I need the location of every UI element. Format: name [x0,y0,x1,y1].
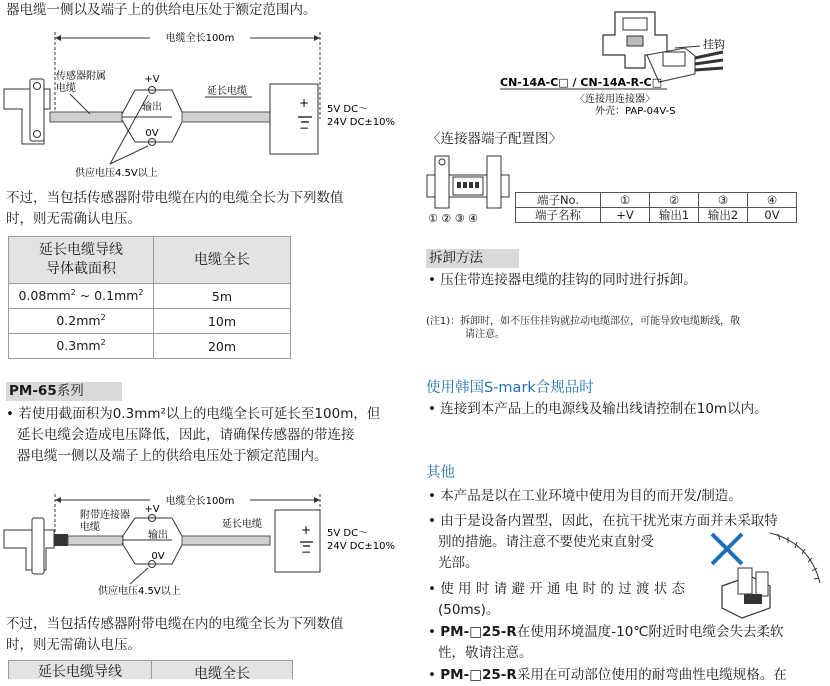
note-line1: (注1)：拆卸时，如不压住挂钩就拉动电缆部位，可能导致电缆断线，敬 [426,316,741,327]
length-label: 电缆全长100m [165,33,235,44]
svg-text:5V DC～: 5V DC～ [327,528,369,539]
connector-illustration [495,0,725,120]
removal-line: • 压住带连接器电缆的挂钩的同时进行拆卸。 [428,272,697,288]
cable-length-table [8,236,291,359]
pm65-section-bar: PM-65系列 [6,382,122,401]
table-row: 端子名称 +V 输出1 输出2 0V [516,208,797,223]
svg-text:+V: +V [144,504,160,515]
pm65-line2: 延长电缆会造成电压降低，因此，请确保传感器的带连接 [17,427,355,443]
wiring-diagram-2 [0,490,400,610]
other-bullet-3: • 使 用 时 请 避 开 通 电 时 的 过 渡 状 态 [428,581,686,597]
table-row: $0.3mm^2$ 20m [9,334,291,359]
svg-text:电缆: 电缆 [80,522,100,533]
table-row: $0.08mm^2$ ~ $0.1mm^2$ 5m [9,284,291,309]
svg-text:电缆全长100m: 电缆全长100m [165,496,235,507]
svg-text:延长电缆: 延长电缆 [207,86,247,97]
svg-text:供应电压4.5V以上: 供应电压4.5V以上 [98,586,181,597]
other-bullet-5: • PM-□25-R采用在可动部位使用的耐弯曲性电缆规格。在 [428,667,787,683]
svg-text:+: + [298,96,310,110]
svg-text:挂钩: 挂钩 [703,38,725,51]
svg-text:0V: 0V [145,128,159,139]
note2-line1: 不过，当包括传感器附带电缆在内的电缆全长为下列数值 [6,616,344,632]
table-row: 端子No. ① ② ③ ④ [516,193,797,208]
svg-text:−: − [300,545,312,559]
pm65-line1: • 若使用截面积为0.3mm²以上的电缆全长可延长至100m，但 [6,406,381,422]
svg-text:+: + [300,523,312,537]
svg-text:① ② ③ ④: ① ② ③ ④ [428,212,478,225]
svg-text:输出: 输出 [148,530,168,541]
other-title: 其他 [426,465,455,481]
other-bullet-2: • 由于是设备内置型，因此，在抗干扰光束方面并未采取特 [428,513,778,529]
table-row: $0.2mm^2$ 10m [9,309,291,334]
note1-line1: 不过，当包括传感器附带电缆在内的电缆全长为下列数值 [6,190,344,206]
svg-text:24V DC±10%: 24V DC±10% [327,117,396,128]
table-header-length: 电缆全长 [154,237,291,284]
table2-header: 延长电缆导线 电缆全长 [8,660,293,679]
svg-text:电缆: 电缆 [56,83,76,94]
note1-line2: 时，则无需确认电压。 [6,211,141,227]
svg-text:24V DC±10%: 24V DC±10% [327,541,396,552]
pm65-line3: 器电缆一侧以及端子上的供给电压处于额定范围内。 [17,448,328,464]
note-line2: 请注意。 [465,329,505,340]
korea-title: 使用韩国S-mark合规品时 [426,380,594,396]
svg-text:5V DC～: 5V DC～ [327,104,369,115]
terminal-table [515,192,797,223]
terminal-diagram [425,150,515,226]
other-bullet-1: • 本产品是以在工业环境中使用为目的而开发/制造。 [428,488,742,504]
svg-text:+V: +V [144,74,160,85]
top-line: 器电缆一侧以及端子上的供给电压处于额定范围内。 [6,2,317,18]
warning-illustration [700,528,825,623]
table-header-area: 延长电缆导线 导体截面积 [9,237,154,284]
note2-line2: 时，则无需确认电压。 [6,637,141,653]
svg-text:输出: 输出 [142,102,162,113]
svg-text:CN-14A-C□ / CN-14A-R-C□: CN-14A-C□ / CN-14A-R-C□ [500,76,663,89]
wiring-diagram-1 [0,24,400,184]
svg-text:0V: 0V [151,551,165,562]
sensor-cable-label: 传感器附属 [56,71,106,82]
svg-text:外壳：PAP-04V-S: 外壳：PAP-04V-S [595,106,676,117]
korea-line: • 连接到本产品上的电源线及输出线请控制在10m以内。 [428,401,768,417]
svg-text:〈连接用连接器〉: 〈连接用连接器〉 [575,94,655,105]
svg-text:供应电压4.5V以上: 供应电压4.5V以上 [75,168,158,179]
other-bullet-4: • PM-□25-R在使用环境温度-10℃附近时电缆会失去柔软 [428,624,784,640]
removal-section-bar: 拆卸方法 [426,249,519,268]
terminal-title: 〈连接器端子配置图〉 [427,131,562,147]
svg-text:−: − [298,121,310,135]
svg-text:延长电缆: 延长电缆 [222,519,262,530]
svg-text:附带连接器: 附带连接器 [80,510,130,521]
